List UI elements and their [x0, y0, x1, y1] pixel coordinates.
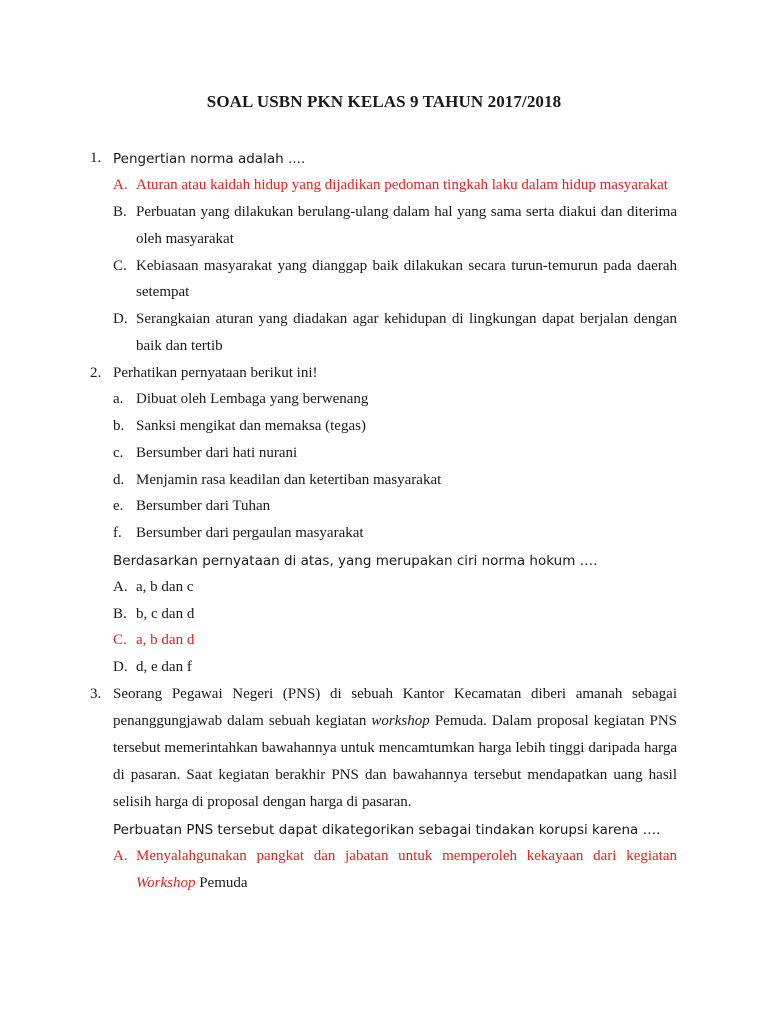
option-text-cont: Workshop Pemuda — [136, 875, 248, 891]
option-text: d, e dan f — [136, 659, 192, 675]
option-label: B. — [113, 606, 127, 622]
question-stem: Pengertian norma adalah …. — [113, 151, 306, 167]
statement-text: Bersumber dari pergaulan masyarakat — [136, 525, 364, 541]
option-label: A. — [113, 579, 128, 595]
option-text: a, b dan c — [136, 579, 194, 595]
statement-text: Bersumber dari hati nurani — [136, 445, 298, 461]
option-text-cont: oleh masyarakat — [136, 231, 234, 247]
option-text-correct: a, b dan d — [136, 632, 195, 648]
option-text-correct: Aturan atau kaidah hidup yang dijadikan pedoman tingkah laku dalam hidup masyarakat — [136, 177, 668, 193]
statement-label: e. — [113, 498, 124, 514]
option-label: D. — [113, 311, 128, 327]
option-text: b, c dan d — [136, 606, 195, 622]
option-text-cont: setempat — [136, 284, 190, 300]
option-label: C. — [113, 632, 127, 648]
question-prompt: Berdasarkan pernyataan di atas, yang merupakan ciri norma hokum …. — [113, 553, 598, 569]
question-number: 2. — [90, 365, 102, 381]
option-text: Serangkaian aturan yang diadakan agar kehidupan di lingkungan dapat berjalan dengan — [136, 311, 677, 327]
option-label: D. — [113, 659, 128, 675]
question-stem: Perhatikan pernyataan berikut ini! — [113, 365, 318, 381]
question-number: 3. — [90, 686, 102, 702]
scenario-line: penanggungjawab dalam sebuah kegiatan workshop Pemuda. Dalam proposal kegiatan PNS — [113, 713, 678, 729]
option-text-correct: Menyalahgunakan pangkat dan jabatan untuk memperoleh kekayaan dari kegiatan — [136, 848, 677, 864]
statement-label: c. — [113, 445, 124, 461]
option-label: A. — [113, 848, 128, 864]
option-label: C. — [113, 258, 127, 274]
scenario-line: Seorang Pegawai Negeri (PNS) di sebuah Kantor Kecamatan diberi amanah sebagai — [113, 686, 677, 702]
statement-text: Bersumber dari Tuhan — [136, 498, 271, 514]
scenario-line: tersebut memerintahkan bawahannya untuk mencamtumkan harga lebih tinggi daripada harga — [113, 740, 677, 756]
statement-label: b. — [113, 418, 125, 434]
question-prompt: Perbuatan PNS tersebut dapat dikategorikan sebagai tindakan korupsi karena …. — [113, 822, 661, 838]
option-label: A. — [113, 177, 128, 193]
scenario-line: selisih harga di proposal dengan harga di pasaran. — [113, 794, 412, 810]
statement-label: f. — [113, 525, 122, 541]
question-number: 1. — [90, 150, 102, 166]
statement-label: a. — [113, 391, 124, 407]
statement-text: Sanksi mengikat dan memaksa (tegas) — [136, 418, 366, 434]
option-text: Perbuatan yang dilakukan berulang-ulang dalam hal yang sama serta diakui dan diterima — [136, 204, 677, 220]
option-label: B. — [113, 204, 127, 220]
statement-text: Menjamin rasa keadilan dan ketertiban masyarakat — [136, 472, 442, 488]
option-text-cont: baik dan tertib — [136, 338, 223, 354]
scenario-line: di pasaran. Saat kegiatan berakhir PNS dan bawahannya tersebut mendapatkan uang hasil — [113, 767, 677, 783]
option-text: Kebiasaan masyarakat yang dianggap baik dilakukan secara turun-temurun pada daerah — [136, 258, 677, 274]
page-title: SOAL USBN PKN KELAS 9 TAHUN 2017/2018 — [206, 92, 562, 111]
statement-text: Dibuat oleh Lembaga yang berwenang — [136, 391, 369, 407]
statement-label: d. — [113, 472, 125, 488]
